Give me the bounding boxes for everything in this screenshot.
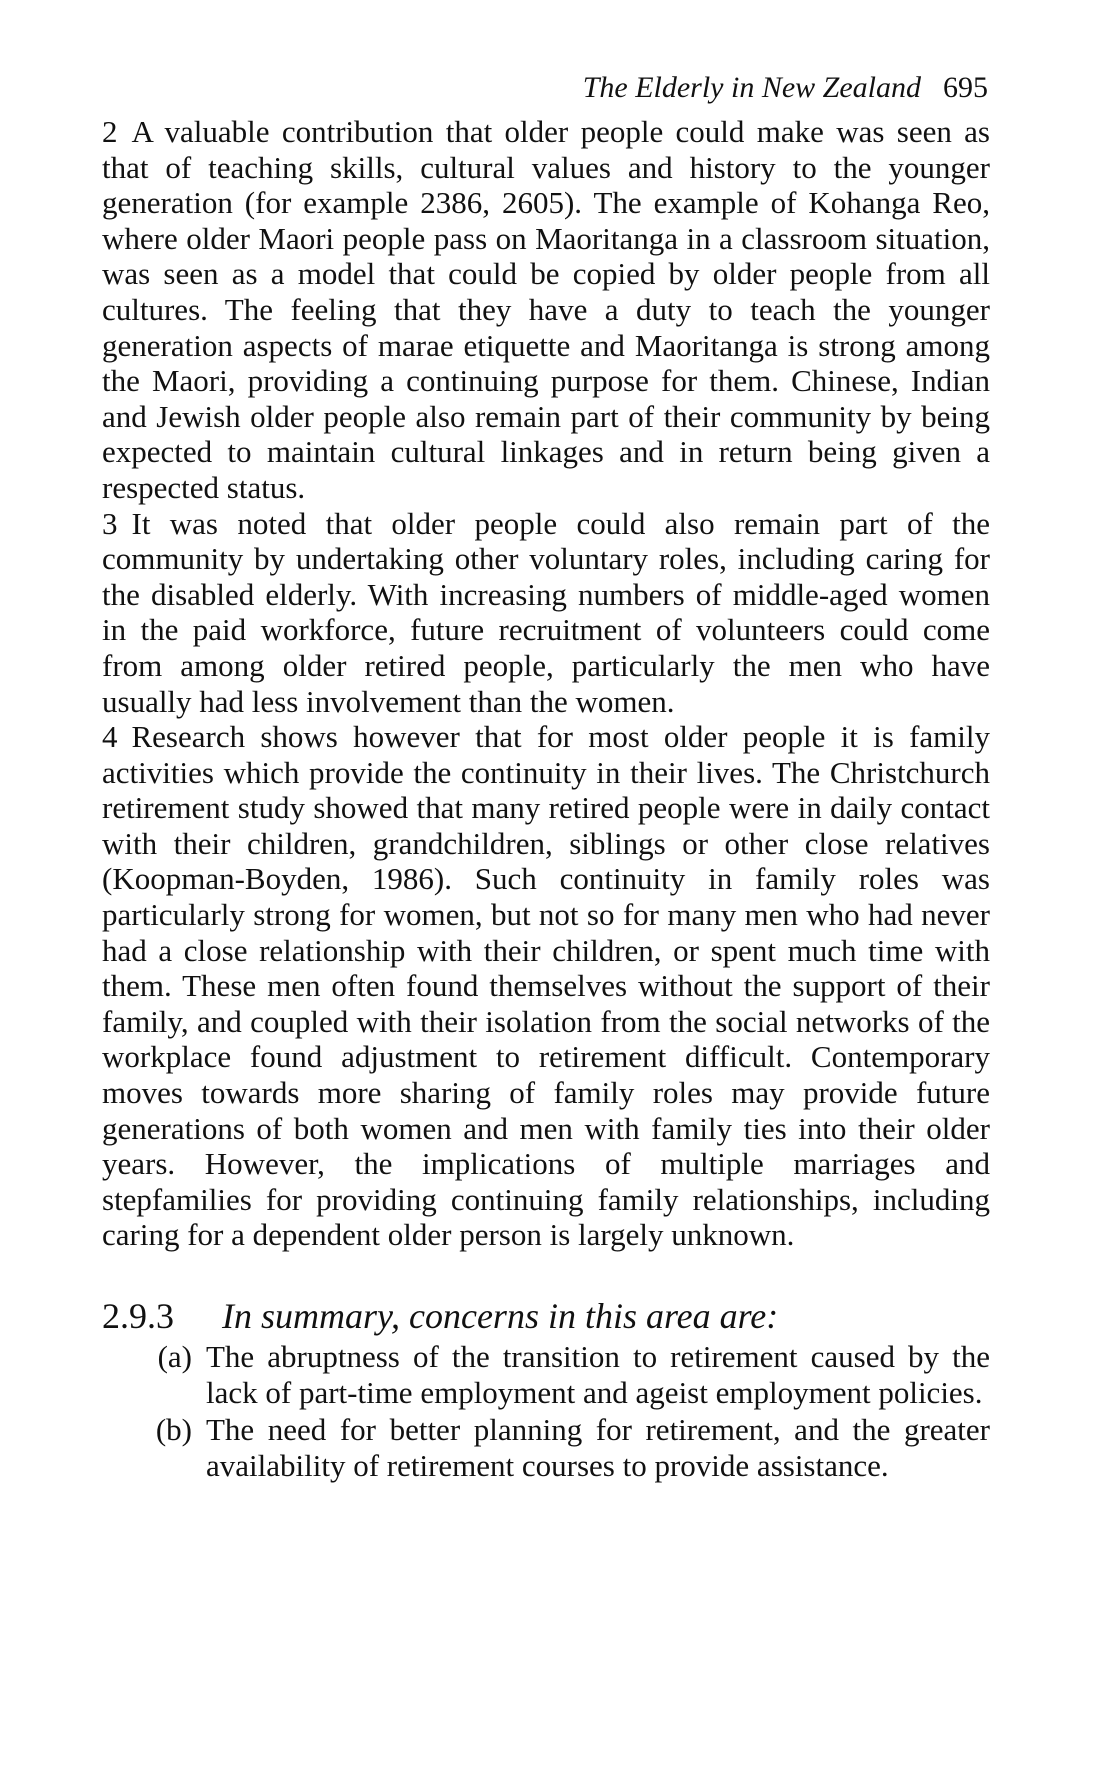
page-number: 695 <box>943 71 988 104</box>
summary-item-a <box>102 1339 990 1410</box>
section-number: 2.9.3 <box>102 1296 174 1336</box>
item-text: The abruptness of the transition to retirement caused by the lack of part-time employment and ageist employment policies. <box>206 1339 990 1410</box>
paragraph-text: Research shows however that for most older people it is family activities which provide the continuity in their lives. The Christchurch retirement study showed that many retired people were in daily contact with their children, grandchildren, siblings or other close relatives (Koopman-Boyden, 1986). Such continuity in family roles was particularly strong for women, but not so for many men who had never had a close relationship with their children, or spent much time with them. These men often found themselves without the support of their family, and coupled with their isolation from the social networks of the workplace found adjustment to retirement difficult. Contemporary moves towards more sharing of family roles may provide future generations of both women and men with family ties into their older years. However, the implications of multiple marriages and stepfamilies for providing continuing family relationships, including caring for a dependent older person is largely unknown. <box>102 719 990 1253</box>
paragraph-3 <box>102 506 990 720</box>
paragraph-number: 4 <box>102 719 118 755</box>
running-title: The Elderly in New Zealand <box>582 71 921 104</box>
item-marker: (b) <box>155 1412 192 1448</box>
summary-item-b <box>102 1412 990 1483</box>
paragraph-2 <box>102 114 990 506</box>
paragraph-text: It was noted that older people could also remain part of the community by undertaking other voluntary roles, including caring for the disabled elderly. With increasing numbers of middle-aged women in the paid workforce, future recruitment of volunteers could come from among older retired people, particularly the men who have usually had less involvement than the women. <box>102 505 990 719</box>
paragraph-number: 2 <box>102 114 118 149</box>
paragraph-text: A valuable contribution that older people could make was seen as that of teaching skills, cultural values and history to the younger generation (for example 2386, 2605). The example of Kohanga Reo, where older Maori people pass on Maoritanga in a classroom situation, was seen as a model that could be copied by older people from all cultures. The feeling that they have a duty to teach the younger generation aspects of marae etiquette and Maoritanga is strong among the Maori, providing a continuing purpose for them. Chinese, Indian and Jewish older people also remain part of their community by being expected to maintain cultural linkages and in return being given a respected status. <box>102 114 990 505</box>
summary-heading <box>102 1295 990 1337</box>
item-marker: (a) <box>157 1339 192 1374</box>
paragraph-number: 3 <box>102 505 118 541</box>
paragraph-4 <box>102 719 990 1253</box>
section-title: In summary, concerns in this area are: <box>222 1296 779 1336</box>
running-head <box>102 70 990 114</box>
document-page <box>102 70 990 1483</box>
summary-section <box>102 1295 990 1483</box>
item-text: The need for better planning for retirement, and the greater availability of retirement courses to provide assistance. <box>206 1412 990 1483</box>
